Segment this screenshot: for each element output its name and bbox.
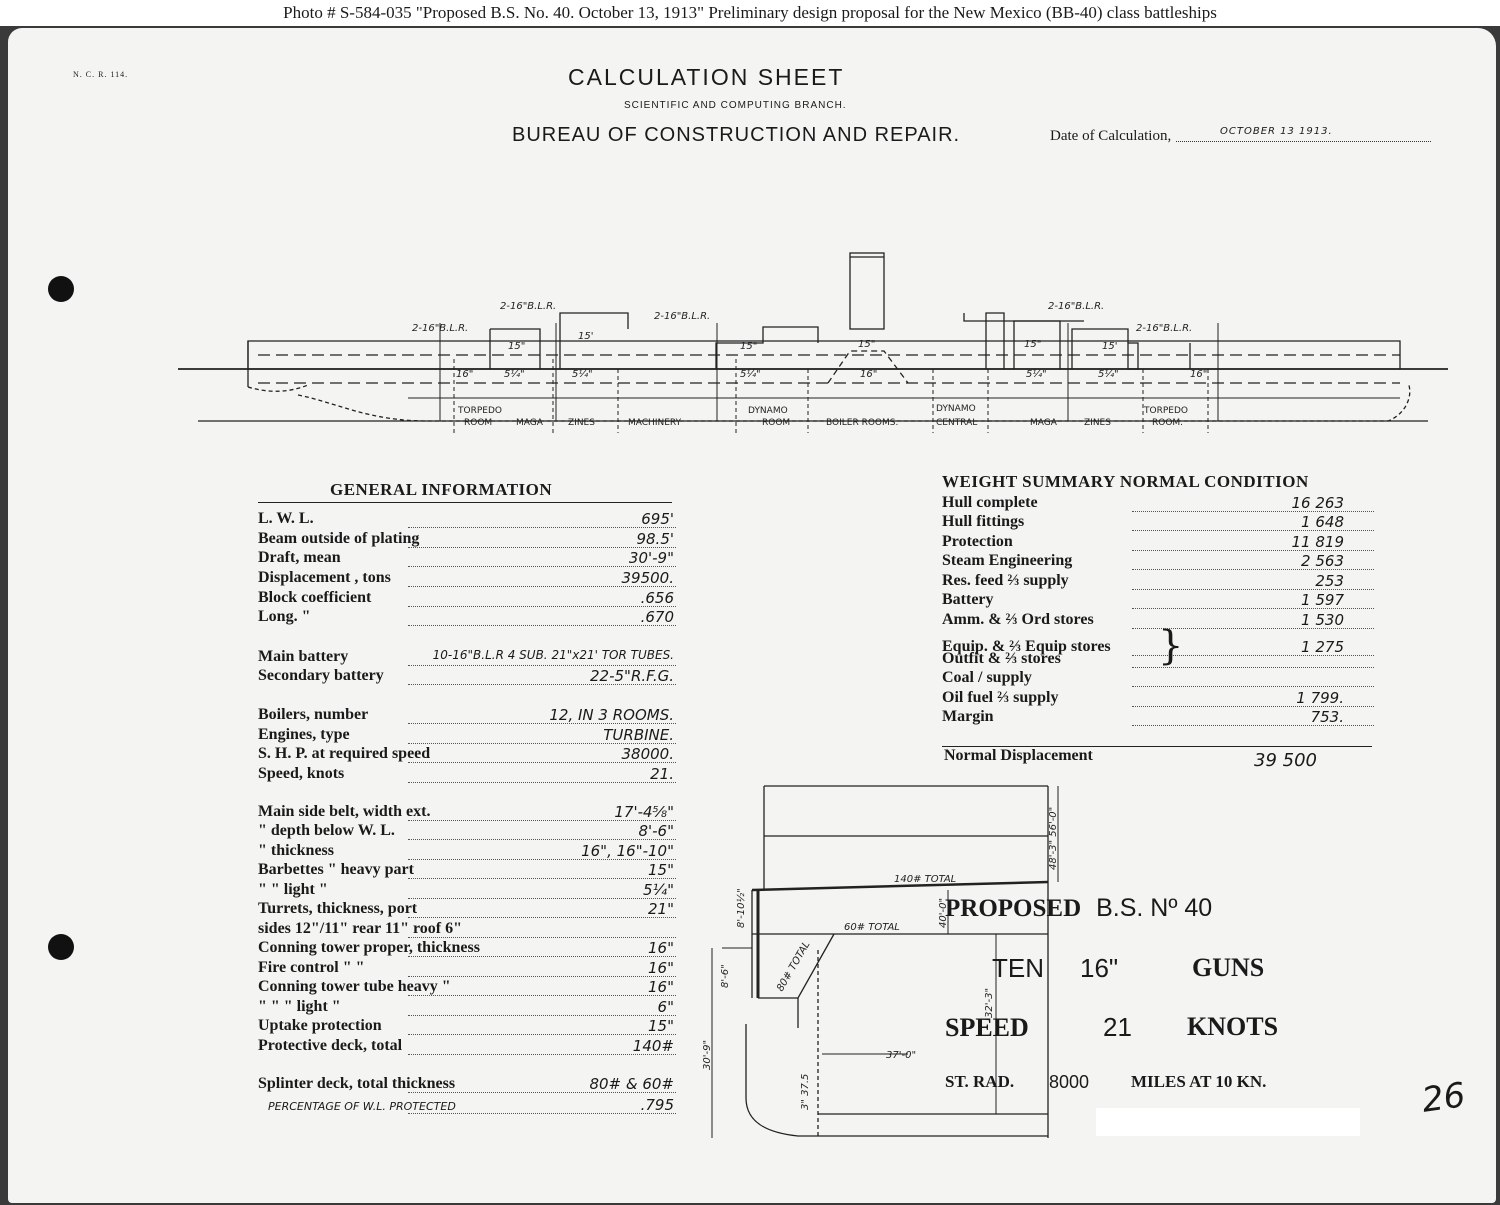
section-label-40-0: 40'-0" <box>938 897 949 928</box>
weight-row <box>942 572 1374 591</box>
leader-dots <box>408 976 676 977</box>
sheet-title: CALCULATION SHEET <box>568 64 845 90</box>
general-info-row <box>258 667 676 686</box>
general-info-row <box>258 706 676 725</box>
section-label-80-total: 80# TOTAL <box>775 939 813 994</box>
weight-value: 2 563 <box>1301 552 1344 570</box>
general-info-label: Protective deck, total <box>258 1037 403 1054</box>
weight-value: 1 648 <box>1301 513 1344 531</box>
section-label-48-56: 48'-3" 56'-0" <box>1048 806 1059 870</box>
general-info-value: 16" <box>648 959 674 977</box>
date-line <box>1176 141 1431 142</box>
form-number: N. C. R. 114. <box>73 70 129 79</box>
general-info-row <box>258 939 676 958</box>
weight-value: 1 530 <box>1301 611 1344 629</box>
space-label-machinery: MACHINERY <box>628 418 682 428</box>
general-info-value: 21. <box>650 765 674 783</box>
profile-thickness: 16" <box>456 369 474 380</box>
general-info-value: 30'-9" <box>628 549 674 567</box>
section-label-60-total: 60# TOTAL <box>844 922 900 933</box>
section-label-140-total: 140# TOTAL <box>894 874 957 885</box>
weight-label: Steam Engineering <box>942 552 1073 569</box>
section-label-3-37: 3" 37.5 <box>800 1073 811 1110</box>
proposal-line-1 <box>945 894 1212 923</box>
proposal-21: 21 <box>1103 1012 1132 1042</box>
general-info-label: " thickness <box>258 842 335 859</box>
general-info-value: .795 <box>640 1096 674 1114</box>
weight-label: Outfit & ⅔ stores <box>942 650 1061 667</box>
general-info-row <box>258 803 676 822</box>
proposal-line-4 <box>945 1072 1267 1092</box>
general-info-label: Boilers, number <box>258 706 369 723</box>
weight-value: 253 <box>1315 572 1344 590</box>
weight-label: Coal / supply <box>942 669 1032 686</box>
space-label-dynamo: DYNAMO <box>748 406 788 416</box>
general-info-label: " " light " <box>258 881 328 898</box>
general-info-row <box>258 1075 676 1094</box>
normal-displacement-value: 39 500 <box>1254 750 1317 771</box>
weight-row <box>942 669 1374 688</box>
leader-dots <box>408 625 676 626</box>
normal-displacement-label: Normal Displacement <box>944 747 1093 764</box>
profile-thickness: 5¼" <box>504 369 525 380</box>
space-label-magazines-aft: ZINES <box>1084 418 1111 428</box>
bureau-name: BUREAU OF CONSTRUCTION AND REPAIR. <box>512 124 961 146</box>
profile-label-turret-5: 2-16"B.L.R. <box>1136 323 1193 334</box>
weight-label: Battery <box>942 591 994 608</box>
leader-dots <box>408 898 676 899</box>
general-info-value: 21" <box>648 900 674 918</box>
general-info-row <box>258 530 676 549</box>
sheet-subtitle: SCIENTIFIC AND COMPUTING BRANCH. <box>624 100 847 111</box>
weight-row <box>942 708 1374 727</box>
general-info-row <box>258 608 676 627</box>
space-label-magazines-aft: MAGA <box>1030 418 1057 428</box>
general-info-label: sides 12"/11" rear 11" roof 6" <box>258 920 462 937</box>
weight-label: Protection <box>942 533 1013 550</box>
weight-row <box>942 494 1374 513</box>
leader-dots <box>408 917 676 918</box>
profile-thickness: 15" <box>508 341 526 352</box>
profile-thickness: 15' <box>578 331 594 342</box>
general-info-label: Draft, mean <box>258 549 341 566</box>
space-label-boiler: BOILER ROOMS. <box>826 418 899 428</box>
profile-thickness: 16" <box>860 369 878 380</box>
general-info-label: Speed, knots <box>258 765 345 782</box>
proposal-st-rad: ST. RAD. <box>945 1072 1015 1091</box>
calculation-sheet <box>8 28 1496 1203</box>
general-info-value: .670 <box>640 608 674 626</box>
profile-label-turret-3: 2-16"B.L.R. <box>654 311 711 322</box>
general-info-label: Main battery <box>258 648 349 665</box>
profile-thickness: 5¼" <box>572 369 593 380</box>
weight-label: Margin <box>942 708 994 725</box>
general-info-row <box>258 861 676 880</box>
general-info-row <box>258 765 676 784</box>
profile-thickness: 5¼" <box>1026 369 1047 380</box>
page-number: 26 <box>1419 1075 1468 1121</box>
general-info-label: Block coefficient <box>258 589 372 606</box>
general-info-value: .656 <box>640 589 674 607</box>
weight-label: Amm. & ⅔ Ord stores <box>942 611 1094 628</box>
weight-row <box>942 591 1374 610</box>
section-label-32-3: 32'-3" <box>984 987 995 1018</box>
weight-summary-title: WEIGHT SUMMARY NORMAL CONDITION <box>942 472 1309 491</box>
proposal-guns: GUNS <box>1192 953 1265 982</box>
general-info-label: Engines, type <box>258 726 350 743</box>
general-info-value: 695' <box>641 510 674 528</box>
profile-label-turret-2: 2-16"B.L.R. <box>500 301 557 312</box>
profile-thickness: 5¼" <box>740 369 761 380</box>
space-label-torpedo-fwd: ROOM <box>464 418 493 428</box>
space-label-dynamo: ROOM <box>762 418 791 428</box>
general-info-row <box>258 822 676 841</box>
section-label-30-9: 30'-9" <box>702 1039 713 1070</box>
general-info-value: 16" <box>648 978 674 996</box>
ship-profile-drawing <box>168 243 1458 433</box>
proposal-line-2 <box>992 953 1265 984</box>
general-info-value: 38000. <box>621 745 674 763</box>
weight-value: 11 819 <box>1291 533 1344 551</box>
equip-outfit-brace: } <box>1158 623 1184 669</box>
leader-dots <box>408 1034 676 1035</box>
proposal-8000: 8000 <box>1049 1072 1090 1092</box>
general-info-label: Main side belt, width ext. <box>258 803 431 820</box>
general-info-row <box>258 900 676 919</box>
general-info-row <box>258 978 676 997</box>
general-information-title: GENERAL INFORMATION <box>330 480 553 499</box>
profile-thickness: 15" <box>858 339 876 350</box>
general-info-label: Displacement , tons <box>258 569 391 586</box>
section-label-8-10: 8'-10½" <box>736 888 747 928</box>
general-info-value: 15" <box>648 861 674 879</box>
general-info-row <box>258 1017 676 1036</box>
profile-thickness: 15" <box>740 341 758 352</box>
space-label-torpedo-aft: TORPEDO <box>1144 406 1188 416</box>
weight-row <box>942 533 1374 552</box>
general-info-row <box>258 569 676 588</box>
punch-hole-top <box>48 276 74 302</box>
profile-thickness: 15' <box>1102 341 1118 352</box>
leader-dots <box>408 1015 676 1016</box>
general-info-value: 15" <box>648 1017 674 1035</box>
weight-value: 1 275 <box>1301 638 1344 656</box>
profile-label-turret-4: 2-16"B.L.R. <box>1048 301 1105 312</box>
proposal-knots: KNOTS <box>1187 1012 1279 1041</box>
weight-label: Equip. & ⅔ Equip stores <box>942 638 1111 655</box>
general-info-label: Uptake protection <box>258 1017 382 1034</box>
general-info-row <box>258 549 676 568</box>
leader-dots <box>408 665 676 666</box>
general-info-value: 80# & 60# <box>589 1075 674 1093</box>
general-info-value: 98.5' <box>636 530 674 548</box>
space-label-central: CENTRAL <box>936 418 978 428</box>
general-info-label: PERCENTAGE OF W.L. PROTECTED <box>268 1100 456 1113</box>
general-info-label: Conning tower tube heavy " <box>258 978 451 995</box>
general-info-row <box>258 745 676 764</box>
weight-label: Hull fittings <box>942 513 1025 530</box>
general-info-value: 22-5"R.F.G. <box>590 667 674 685</box>
general-info-value: 16" <box>648 939 674 957</box>
leader-dots <box>408 527 676 528</box>
general-info-value: 12, IN 3 ROOMS. <box>549 706 674 724</box>
weight-row <box>942 689 1374 708</box>
weight-label: Oil fuel ⅔ supply <box>942 689 1059 706</box>
general-info-value: TURBINE. <box>603 726 674 744</box>
weight-row <box>942 513 1374 532</box>
weight-value: 753. <box>1310 708 1344 726</box>
date-value: OCTOBER 13 1913. <box>1220 126 1333 137</box>
general-info-value: 8'-6" <box>638 822 674 840</box>
proposal-proposed: PROPOSED <box>945 895 1082 922</box>
profile-thickness: 5¼" <box>1098 369 1119 380</box>
general-info-value: 5¼" <box>643 881 674 899</box>
weight-value: 16 263 <box>1291 494 1344 512</box>
proposal-bs-number: B.S. Nº 40 <box>1096 894 1213 922</box>
general-info-row <box>258 1037 676 1056</box>
leader-dots <box>1132 686 1374 687</box>
general-info-label: " " " light " <box>258 998 341 1015</box>
general-info-row <box>258 648 676 667</box>
general-info-row <box>258 998 676 1017</box>
general-info-value: 17'-4⅝" <box>614 803 674 821</box>
photo-caption: Photo # S-584-035 "Proposed B.S. No. 40. October 13, 1913" Preliminary design proposal for the New Mexico (BB-40) class battleships <box>0 0 1500 26</box>
punch-hole-bottom <box>48 934 74 960</box>
proposal-ten: TEN <box>992 953 1044 983</box>
profile-thickness: 16" <box>1190 369 1208 380</box>
general-info-label: " depth below W. L. <box>258 822 395 839</box>
general-info-label: Turrets, thickness, port <box>258 900 418 917</box>
general-info-label: Secondary battery <box>258 667 384 684</box>
general-info-label: Barbettes " heavy part <box>258 861 414 878</box>
general-info-label: S. H. P. at required speed <box>258 745 431 762</box>
proposal-line-3 <box>945 1012 1279 1043</box>
weight-label: Hull complete <box>942 494 1038 511</box>
leader-dots <box>408 1113 676 1114</box>
leader-dots <box>408 878 676 879</box>
general-info-row <box>258 920 676 939</box>
space-label-central: DYNAMO <box>936 404 976 414</box>
leader-dots <box>408 606 676 607</box>
general-info-label: Splinter deck, total thickness <box>258 1075 456 1092</box>
redacted-block <box>1096 1108 1360 1136</box>
general-info-label: Long. " <box>258 608 311 625</box>
general-info-row <box>258 726 676 745</box>
general-info-label: Beam outside of plating <box>258 530 420 547</box>
section-label-8-6: 8'-6" <box>720 964 731 988</box>
proposal-16in: 16" <box>1080 953 1119 983</box>
date-label: Date of Calculation, <box>1050 128 1172 144</box>
proposal-miles: MILES AT 10 KN. <box>1131 1072 1267 1091</box>
leader-dots <box>408 839 676 840</box>
weight-value: 1 799. <box>1296 689 1344 707</box>
profile-thickness: 15" <box>1024 339 1042 350</box>
general-info-row <box>258 881 676 900</box>
general-info-value: 140# <box>632 1037 674 1055</box>
general-info-row <box>258 959 676 978</box>
general-info-value: 39500. <box>621 569 674 587</box>
general-info-row <box>258 1096 676 1115</box>
weight-label: Res. feed ⅔ supply <box>942 572 1069 589</box>
general-info-value: 16", 16"-10" <box>581 842 674 860</box>
section-label-37-0: 37'-0" <box>886 1050 917 1061</box>
general-info-label: Conning tower proper, thickness <box>258 939 480 956</box>
general-information-rule <box>258 502 672 503</box>
general-info-label: Fire control " " <box>258 959 365 976</box>
profile-label-turret-1: 2-16"B.L.R. <box>412 323 469 334</box>
general-info-row <box>258 510 676 529</box>
weight-row <box>942 552 1374 571</box>
general-info-label: L. W. L. <box>258 510 314 527</box>
space-label-torpedo-fwd: TORPEDO <box>458 406 502 416</box>
proposal-speed: SPEED <box>945 1013 1029 1042</box>
weight-value: 1 597 <box>1301 591 1344 609</box>
space-label-magazines-fwd: ZINES <box>568 418 595 428</box>
general-info-row <box>258 842 676 861</box>
general-info-value: 6" <box>657 998 674 1016</box>
general-info-row <box>258 589 676 608</box>
general-info-value: 10-16"B.L.R 4 SUB. 21"x21' TOR TUBES. <box>432 648 674 662</box>
space-label-magazines-fwd: MAGA <box>516 418 543 428</box>
leader-dots <box>408 782 676 783</box>
space-label-torpedo-aft: ROOM. <box>1152 418 1184 428</box>
